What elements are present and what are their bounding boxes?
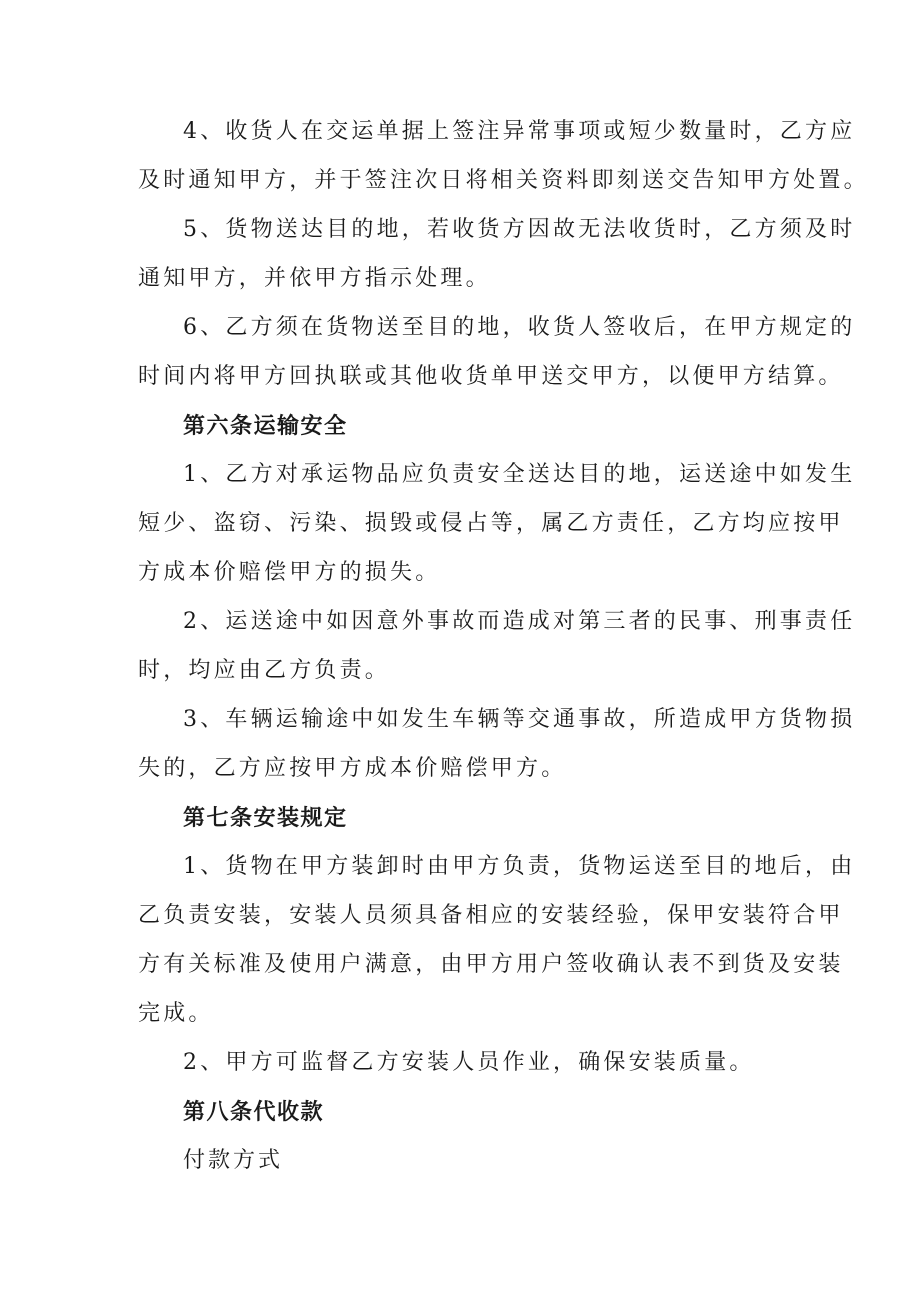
clause-5-line-1: 5、货物送达目的地，若收货方因故无法收货时，乙方须及时 [183,217,856,242]
article-6-heading: 第六条运输安全 [183,413,348,439]
clause-4-line-2: 及时通知甲方，并于签注次日将相关资料即刻送交告知甲方处置。 [138,168,869,193]
clause-5-line-2: 通知甲方，并依甲方指示处理。 [138,266,491,291]
safety-3-line-1: 3、车辆运输途中如发生车辆等交通事故，所造成甲方货物损 [183,707,856,732]
safety-2-line-1: 2、运送途中如因意外事故而造成对第三者的民事、刑事责任 [183,609,856,634]
payment-method-label: 付款方式 [183,1148,284,1173]
install-1-line-3: 方有关标准及使用户满意，由甲方用户签收确认表不到货及安装 [138,952,844,977]
clause-6-line-1: 6、乙方须在货物送至目的地，收货人签收后，在甲方规定的 [183,315,856,340]
safety-2-line-2: 时，均应由乙方负责。 [138,658,391,683]
safety-1-line-2: 短少、盗窃、污染、损毁或侵占等，属乙方责任，乙方均应按甲 [138,511,844,536]
safety-1-line-3: 方成本价赔偿甲方的损失。 [138,560,441,585]
install-2-line-1: 2、甲方可监督乙方安装人员作业，确保安装质量。 [183,1050,755,1075]
install-1-line-2: 乙负责安装，安装人员须具备相应的安装经验，保甲安装符合甲 [138,903,844,928]
safety-1-line-1: 1、乙方对承运物品应负责安全送达目的地，运送途中如发生 [183,462,856,487]
install-1-line-4: 完成。 [138,1001,214,1026]
article-8-heading: 第八条代收款 [183,1099,325,1125]
clause-6-line-2: 时间内将甲方回执联或其他收货单甲送交甲方，以便甲方结算。 [138,364,844,389]
clause-4-line-1: 4、收货人在交运单据上签注异常事项或短少数量时，乙方应 [183,119,856,144]
safety-3-line-2: 失的，乙方应按甲方成本价赔偿甲方。 [138,756,567,781]
article-7-heading: 第七条安装规定 [183,805,348,831]
install-1-line-1: 1、货物在甲方装卸时由甲方负责，货物运送至目的地后，由 [183,854,856,879]
